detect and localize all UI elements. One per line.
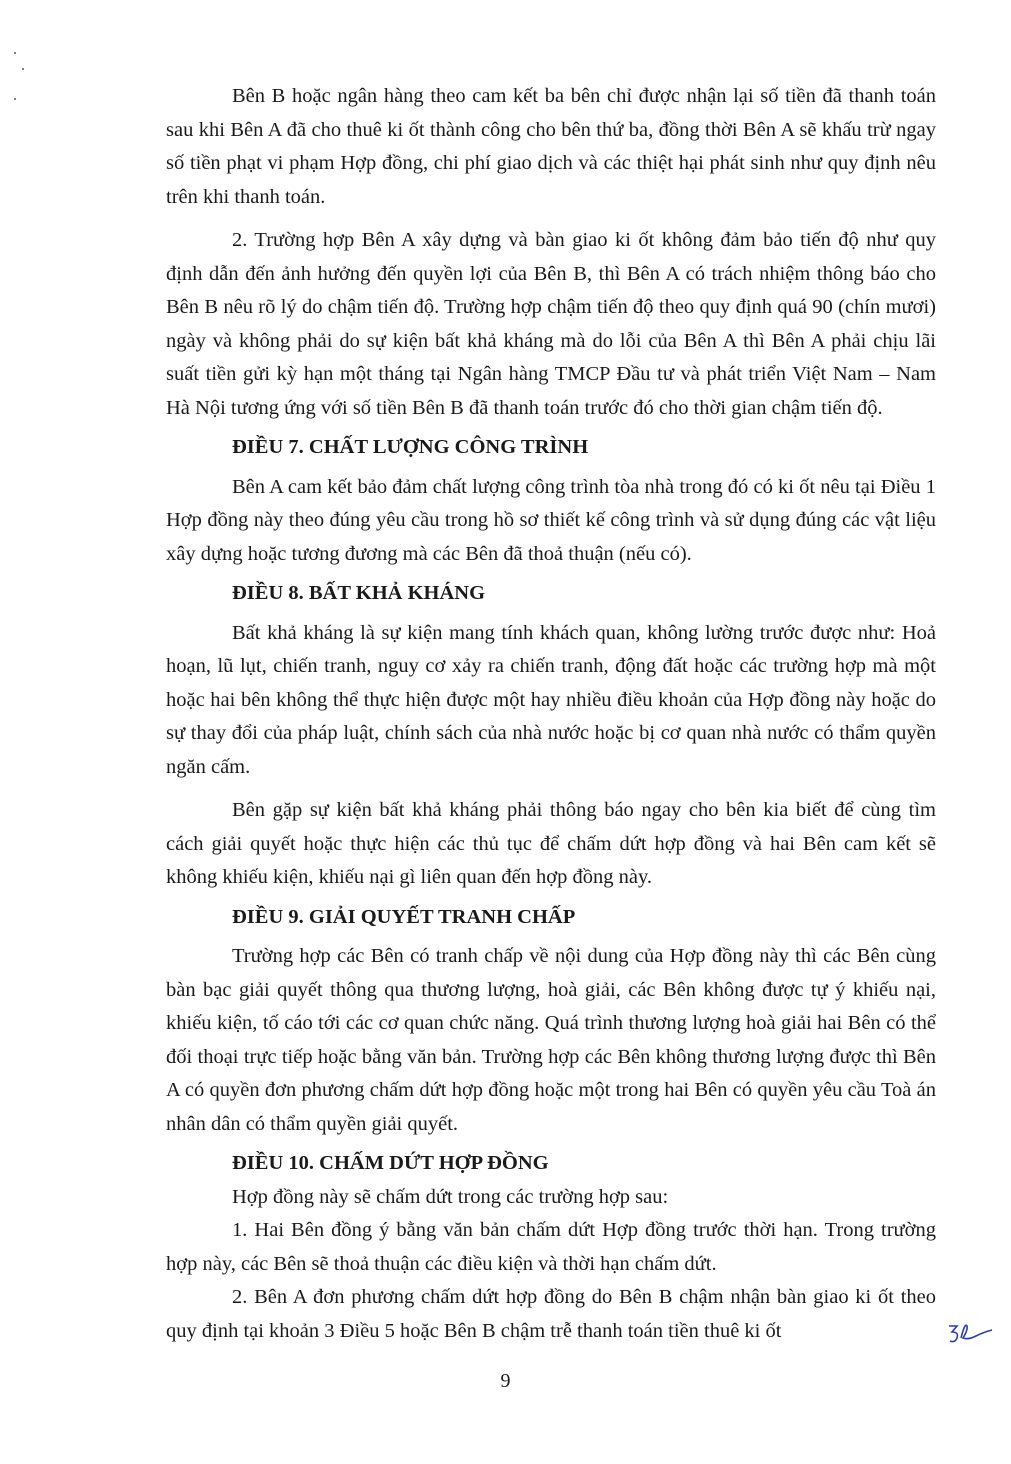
article-10-item-2: 2. Bên A đơn phương chấm dứt hợp đồng do Bên B chậm nhận bàn giao ki ốt theo quy định tại khoản 3 Điều 5 hoặc Bên B chậm trễ thanh toán tiền thuê ki ốt <box>166 1286 936 1342</box>
article-9-paragraph: Trường hợp các Bên có tranh chấp về nội dung của Hợp đồng này thì các Bên cùng bàn bạc giải quyết thông qua thương lượng, hoà giải, các Bên không được tự ý khiếu nại, khiếu kiện, tố cáo tới các cơ quan chức năng. Quá trình thương lượng hoà giải hai Bên có thể đối thoại trực tiếp hoặc bằng văn bản. Trường hợp các Bên không thương lượng được thì Bên A có quyền đơn phương chấm dứt hợp đồng hoặc một trong hai Bên có quyền yêu cầu Toà án nhân dân có thẩm quyền giải quyết. <box>166 945 936 1135</box>
article-10-intro: Hợp đồng này sẽ chấm dứt trong các trường hợp sau: <box>232 1185 669 1208</box>
page-number: 9 <box>500 1370 511 1392</box>
article-8-paragraph-1: Bất khả kháng là sự kiện mang tính khách quan, không lường trước được như: Hoả hoạn, lũ lụt, chiến tranh, nguy cơ xảy ra chiến tranh, động đất hoặc các trường hợp mà một hoặc hai bên không thể thực hiện được một hay nhiều điều khoản của Hợp đồng này hoặc do sự thay đổi của pháp luật, chính sách của nhà nước hoặc bị cơ quan nhà nước có thẩm quyền ngăn cấm. <box>166 621 936 778</box>
article-10-heading: ĐIỀU 10. CHẤM DỨT HỢP ĐỒNG <box>232 1152 549 1174</box>
article-9-heading: ĐIỀU 9. GIẢI QUYẾT TRANH CHẤP <box>232 905 576 928</box>
article-7-heading: ĐIỀU 7. CHẤT LƯỢNG CÔNG TRÌNH <box>232 436 589 458</box>
clause-2-paragraph: 2. Trường hợp Bên A xây dựng và bàn giao ki ốt không đảm bảo tiến độ như quy định dẫn đến ảnh hưởng đến quyền lợi của Bên B, thì Bên A có trách nhiệm thông báo cho Bên B nêu rõ lý do chậm tiến độ. Trường hợp chậm tiến độ theo quy định quá 90 (chín mươi) ngày và không phải do sự kiện bất khả kháng mà do lỗi của Bên A thì Bên A phải chịu lãi suất tiền gửi kỳ hạn một tháng tại Ngân hàng TMCP Đầu tư và phát triển Việt Nam – Nam Hà Nội tương ứng với số tiền Bên B đã thanh toán trước đó cho thời gian chậm tiến độ. <box>166 229 936 419</box>
article-8-heading: ĐIỀU 8. BẤT KHẢ KHÁNG <box>232 582 486 604</box>
scan-speck <box>14 52 16 54</box>
article-7-paragraph: Bên A cam kết bảo đảm chất lượng công trình tòa nhà trong đó có ki ốt nêu tại Điều 1 Hợp đồng này theo đúng yêu cầu trong hồ sơ thiết kế công trình và sử dụng đúng các vật liệu xây dựng hoặc tương đương mà các Bên đã thoả thuận (nếu có). <box>166 475 936 565</box>
article-10-item-1: 1. Hai Bên đồng ý bằng văn bản chấm dứt Hợp đồng trước thời hạn. Trong trường hợp này, các Bên sẽ thoả thuận các điều kiện và thời hạn chấm dứt. <box>166 1219 936 1275</box>
scan-speck <box>22 68 24 70</box>
scan-speck <box>14 98 16 100</box>
article-8-paragraph-2: Bên gặp sự kiện bất khả kháng phải thông báo ngay cho bên kia biết để cùng tìm cách giải quyết hoặc thực hiện các thủ tục để chấm dứt hợp đồng và hai Bên cam kết sẽ không khiếu kiện, khiếu nại gì liên quan đến hợp đồng này. <box>166 799 936 888</box>
initials-signature <box>946 1318 996 1353</box>
initials-signature-mark <box>946 1318 996 1348</box>
intro-paragraph: Bên B hoặc ngân hàng theo cam kết ba bên chỉ được nhận lại số tiền đã thanh toán sau khi Bên A đã cho thuê ki ốt thành công cho bên thứ ba, đồng thời Bên A sẽ khấu trừ ngay số tiền phạt vi phạm Hợp đồng, chi phí giao dịch và các thiệt hại phát sinh như quy định nêu trên khi thanh toán. <box>166 85 936 208</box>
document-body <box>166 80 936 1348</box>
